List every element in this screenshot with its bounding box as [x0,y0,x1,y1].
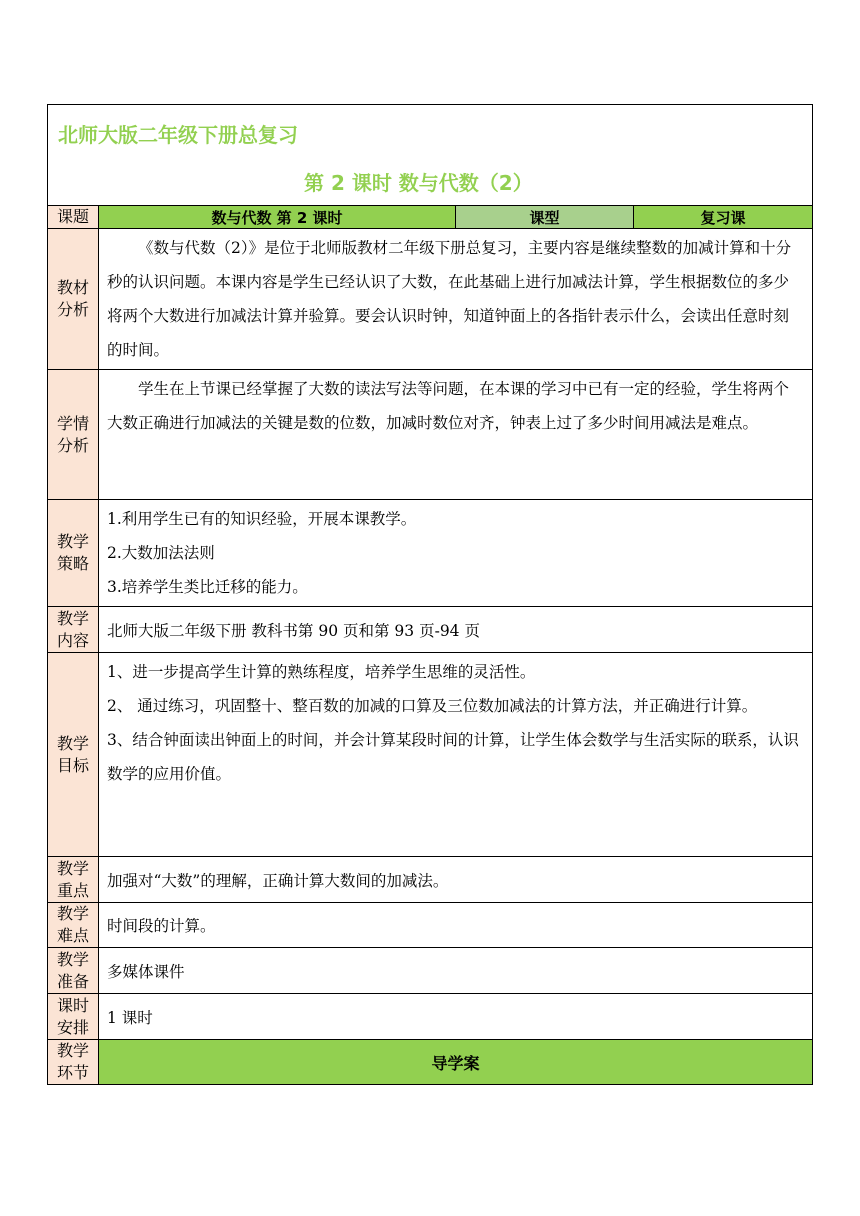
strategy-item: 3.培养学生类比迁移的能力。 [107,578,308,596]
steps-label: 教学 环节 [48,1040,99,1085]
student-text: 学生在上节课已经掌握了大数的读法写法等问题，在本课的学习中已有一定的经验，学生将两个大数正确进行加减法的关键是数的位数，加减时数位对齐，钟表上过了多少时间用减法是难点。 [107,380,790,432]
content-text: 北师大版二年级下册 教科书第 90 页和第 93 页-94 页 [99,607,813,653]
steps-text: 导学案 [99,1040,813,1085]
goals-text-cell [99,653,813,857]
strategy-text-cell [99,500,813,607]
topic-row [48,206,813,229]
topic-label: 课题 [48,206,99,229]
schedule-label: 课时 安排 [48,994,99,1040]
key-label: 教学 重点 [48,857,99,903]
prep-row [48,948,813,994]
strategy-row [48,500,813,607]
schedule-row [48,994,813,1040]
material-text: 《数与代数（2）》是位于北师版教材二年级下册总复习，主要内容是继续整数的加减计算和十分秒的认识问题。本课内容是学生已经认识了大数，在此基础上进行加减法计算，学生根据数位的多少将两个大数进行加减法计算并验算。要会认识时钟，知道钟面上的各指针表示什么，会读出任意时刻的时间。 [107,239,792,359]
strategy-item: 1.利用学生已有的知识经验，开展本课教学。 [107,510,417,528]
key-row [48,857,813,903]
key-text: 加强对“大数”的理解，正确计算大数间的加减法。 [99,857,813,903]
prep-label: 教学 准备 [48,948,99,994]
difficulty-row [48,903,813,948]
goals-label: 教学 目标 [48,653,99,857]
goal-item: 3、结合钟面读出钟面上的时间，并会计算某段时间的计算，让学生体会数学与生活实际的联系，认识数学的应用价值。 [107,731,799,783]
type-label: 课型 [456,206,634,229]
topic-value: 数与代数 第 2 课时 [99,206,456,229]
schedule-text: 1 课时 [99,994,813,1040]
strategy-item: 2.大数加法法则 [107,544,215,562]
content-row [48,607,813,653]
type-value: 复习课 [634,206,813,229]
student-row [48,370,813,500]
lesson-plan-table [47,104,813,1085]
material-text-cell [99,229,813,370]
material-label: 教材 分析 [48,229,99,370]
difficulty-text: 时间段的计算。 [99,903,813,948]
strategy-label: 教学 策略 [48,500,99,607]
goal-item: 2、 通过练习，巩固整十、整百数的加减的口算及三位数加减法的计算方法，并正确进行计算。 [107,697,758,715]
title-cell [48,105,813,206]
lesson-plan-sheet [47,104,812,1085]
goal-item: 1、进一步提高学生计算的熟练程度，培养学生思维的灵活性。 [107,663,536,681]
prep-text: 多媒体课件 [99,948,813,994]
goals-row [48,653,813,857]
document-title: 北师大版二年级下册总复习 [58,123,298,147]
material-row [48,229,813,370]
content-label: 教学 内容 [48,607,99,653]
difficulty-label: 教学 难点 [48,903,99,948]
steps-row [48,1040,813,1085]
lesson-subtitle: 第 2 课时 数与代数（2） [304,171,533,195]
student-label: 学情 分析 [48,370,99,500]
student-text-cell [99,370,813,500]
